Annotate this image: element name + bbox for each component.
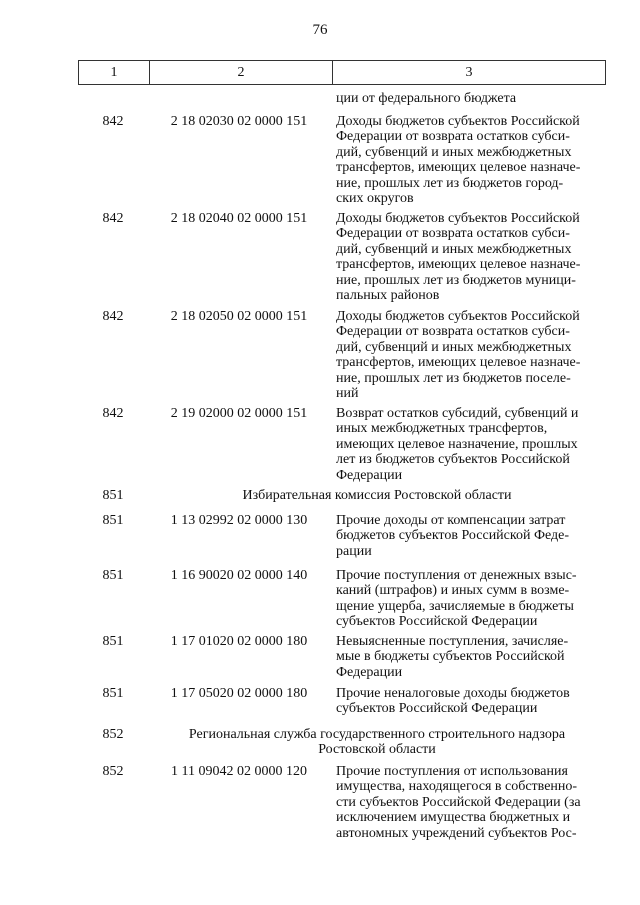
description-line: дий, субвенций и иных межбюджетных [336, 339, 572, 355]
description-line: Доходы бюджетов субъектов Российской [336, 211, 580, 226]
description-line: Прочие неналоговые доходы бюджетов [336, 686, 570, 701]
income-description [336, 634, 602, 680]
budget-classification-code: 1 17 05020 02 0000 180 [170, 686, 308, 701]
description-line: пальных районов [336, 288, 440, 304]
income-description [336, 406, 602, 483]
description-line: Федерации от возврата остатков субси- [336, 226, 570, 242]
description-line: Федерации [336, 664, 403, 680]
admin-code: 851 [102, 568, 124, 583]
organization-name-line: Ростовской области [318, 742, 436, 758]
description-line: мые в бюджеты субъектов Российской [336, 649, 565, 665]
budget-classification-code: 1 13 02992 02 0000 130 [170, 513, 308, 528]
header-col-3: 3 [465, 64, 473, 80]
income-description [336, 309, 602, 401]
description-line: субъектов Российской Федерации [336, 701, 538, 717]
description-line: Доходы бюджетов субъектов Российской [336, 114, 580, 129]
organization-name-line: Региональная служба государственного строительного надзора [188, 727, 566, 742]
description-line: сти субъектов Российской Федерации (за [336, 794, 581, 810]
income-description [336, 568, 602, 630]
description-line: исключением имущества бюджетных и [336, 810, 571, 826]
budget-classification-code: 2 18 02040 02 0000 151 [170, 211, 308, 226]
description-line: ние, прошлых лет из бюджетов муници- [336, 272, 576, 288]
description-line: иных межбюджетных трансфертов, [336, 421, 548, 437]
description-line: рации [336, 543, 372, 559]
admin-code: 851 [102, 488, 124, 503]
description-line: ние, прошлых лет из бюджетов поселе- [336, 370, 571, 386]
description-line: Федерации от возврата остатков субси- [336, 324, 570, 340]
admin-code: 842 [102, 309, 124, 324]
description-line: ских округов [336, 191, 414, 207]
admin-code: 842 [102, 211, 124, 226]
description-line: трансфертов, имеющих целевое назначе- [336, 355, 581, 371]
income-description [336, 211, 602, 303]
description-line: каний (штрафов) и иных сумм в возме- [336, 583, 570, 599]
description-line: трансфертов, имеющих целевое назначе- [336, 257, 581, 273]
page-number: 76 [312, 22, 328, 38]
admin-code: 852 [102, 764, 124, 779]
description-line: автономных учреждений субъектов Рос- [336, 825, 577, 841]
admin-code: 851 [102, 634, 124, 649]
description-line: субъектов Российской Федерации [336, 614, 538, 630]
description-line: Прочие поступления от денежных взыс- [336, 568, 577, 583]
description-line: имеющих целевое назначение, прошлых [336, 436, 578, 452]
income-description [336, 513, 602, 559]
description-line: Возврат остатков субсидий, субвенций и [336, 406, 579, 421]
organization-name: Избирательная комиссия Ростовской области [242, 488, 512, 503]
description-line: щение ущерба, зачисляемые в бюджеты [336, 598, 574, 614]
income-description [336, 764, 602, 841]
description-line: Прочие доходы от компенсации затрат [336, 513, 566, 528]
description-line: дий, субвенций и иных межбюджетных [336, 241, 572, 257]
admin-code: 842 [102, 114, 124, 129]
organization-name [148, 727, 606, 758]
income-description [336, 686, 602, 717]
budget-classification-code: 2 19 02000 02 0000 151 [170, 406, 308, 421]
admin-code: 842 [102, 406, 124, 421]
income-description [336, 114, 602, 206]
continuation-text: ции от федерального бюджета [336, 91, 517, 106]
table-header [78, 60, 606, 85]
budget-classification-code: 1 11 09042 02 0000 120 [171, 764, 307, 779]
description-line: бюджетов субъектов Российской Феде- [336, 528, 570, 544]
description-line: Федерации [336, 467, 403, 483]
description-line: лет из бюджетов субъектов Российской [336, 452, 570, 468]
description-line: трансфертов, имеющих целевое назначе- [336, 160, 581, 176]
admin-code: 851 [102, 513, 124, 528]
description-line: ние, прошлых лет из бюджетов город- [336, 175, 564, 191]
budget-classification-code: 2 18 02030 02 0000 151 [170, 114, 308, 129]
description-line: имущества, находящегося в собственно- [336, 779, 578, 795]
budget-classification-code: 1 17 01020 02 0000 180 [170, 634, 308, 649]
description-line: Невыясненные поступления, зачисляе- [336, 634, 569, 649]
description-line: Прочие поступления от использования [336, 764, 568, 779]
description-line: ний [336, 386, 359, 402]
description-line: Доходы бюджетов субъектов Российской [336, 309, 580, 324]
admin-code: 851 [102, 686, 124, 701]
header-col-1: 1 [79, 61, 150, 84]
budget-classification-code: 1 16 90020 02 0000 140 [170, 568, 308, 583]
header-col-2: 2 [150, 61, 333, 84]
description-line: дий, субвенций и иных межбюджетных [336, 144, 572, 160]
budget-classification-code: 2 18 02050 02 0000 151 [170, 309, 308, 324]
description-line: Федерации от возврата остатков субси- [336, 129, 570, 145]
admin-code: 852 [102, 727, 124, 742]
